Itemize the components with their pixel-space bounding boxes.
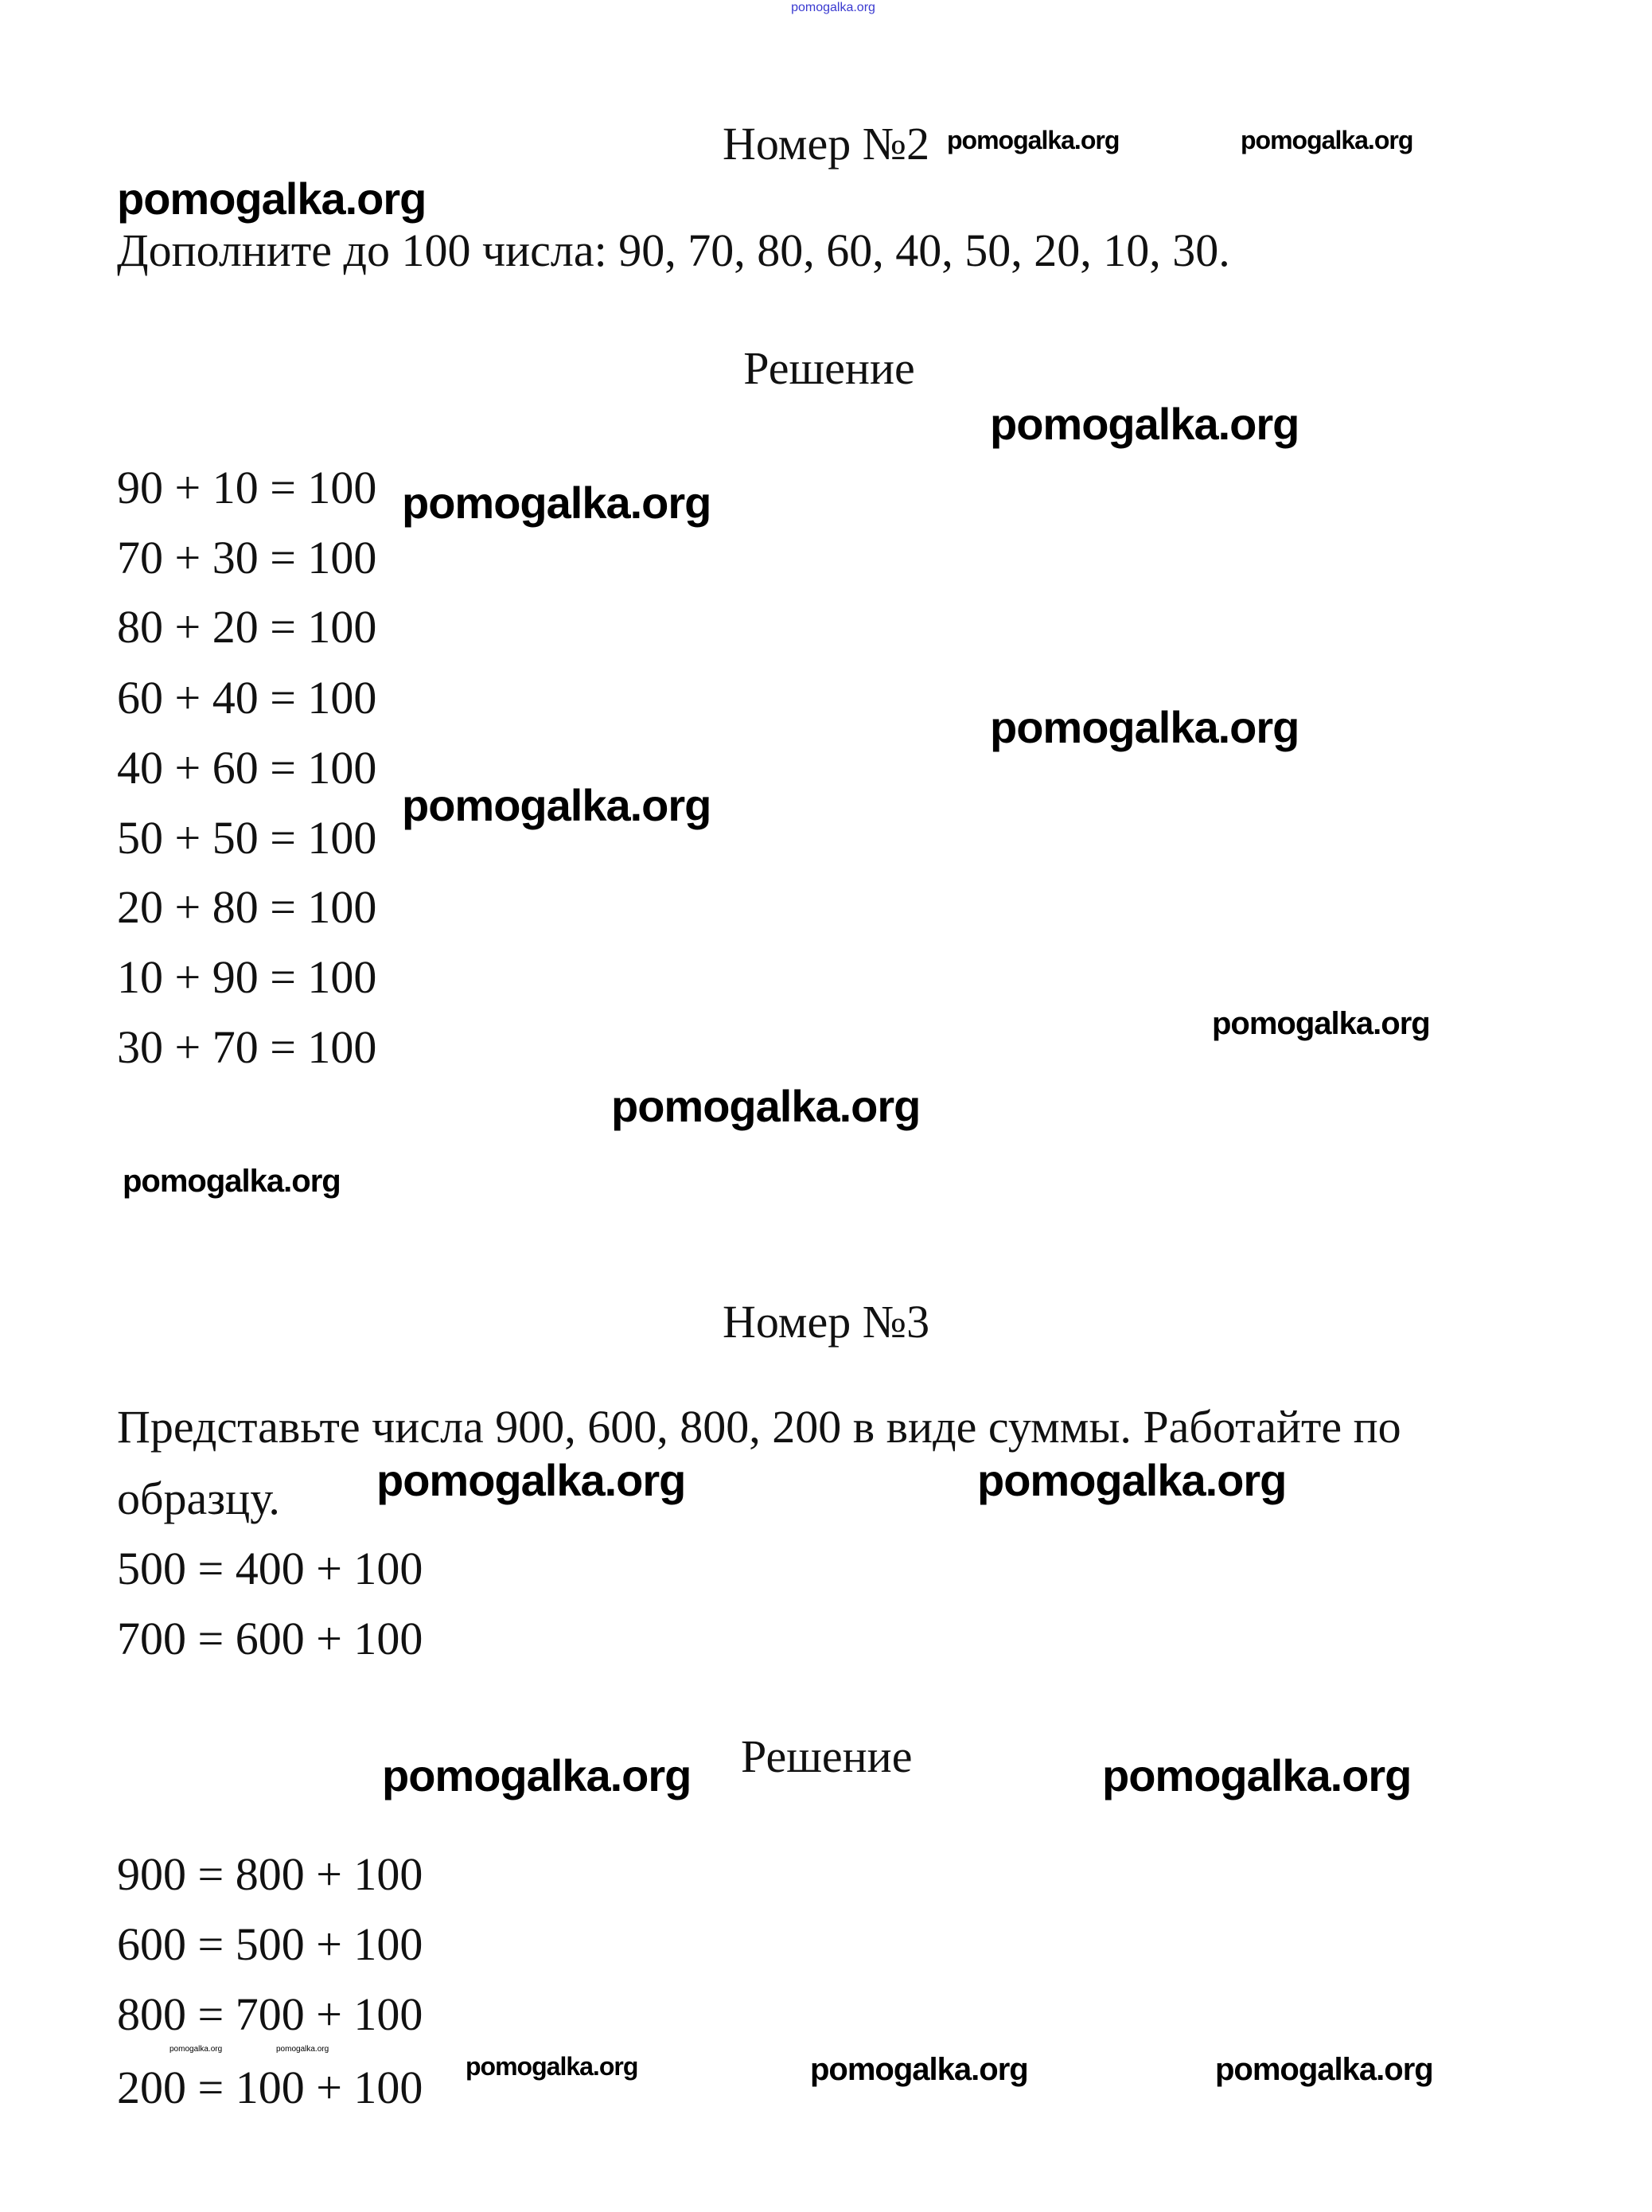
watermark: pomogalka.org bbox=[466, 2052, 638, 2081]
equation: 10 + 90 = 100 bbox=[117, 951, 377, 1003]
watermark: pomogalka.org bbox=[169, 2045, 223, 2054]
watermark: pomogalka.org bbox=[1241, 126, 1413, 154]
equation: 60 + 40 = 100 bbox=[117, 672, 377, 724]
watermark: pomogalka.org bbox=[990, 702, 1299, 752]
task3-solution-label: Решение bbox=[741, 1730, 913, 1782]
watermark: pomogalka.org bbox=[977, 1455, 1287, 1505]
watermark: pomogalka.org bbox=[947, 126, 1120, 154]
watermark: pomogalka.org bbox=[810, 2052, 1028, 2087]
watermark: pomogalka.org bbox=[402, 478, 711, 528]
watermark: pomogalka.org bbox=[382, 1750, 692, 1800]
watermark: pomogalka.org bbox=[990, 399, 1299, 449]
equation: 900 = 800 + 100 bbox=[117, 1848, 423, 1900]
watermark: pomogalka.org bbox=[1215, 2052, 1433, 2087]
equation: 80 + 20 = 100 bbox=[117, 601, 377, 653]
equation: 40 + 60 = 100 bbox=[117, 742, 377, 794]
watermark: pomogalka.org bbox=[276, 2045, 329, 2054]
equation: 70 + 30 = 100 bbox=[117, 532, 377, 583]
watermark: pomogalka.org bbox=[117, 174, 427, 224]
task2-title: Номер №2 bbox=[723, 118, 930, 170]
equation: 90 + 10 = 100 bbox=[117, 462, 377, 513]
equation: 200 = 100 + 100 bbox=[117, 2062, 423, 2113]
equation: 800 = 700 + 100 bbox=[117, 1988, 423, 2040]
equation: 600 = 500 + 100 bbox=[117, 1918, 423, 1970]
task3-prompt-line1: Представьте числа 900, 600, 800, 200 в виде суммы. Работайте по bbox=[117, 1401, 1401, 1453]
example: 700 = 600 + 100 bbox=[117, 1613, 423, 1664]
watermark: pomogalka.org bbox=[1212, 1006, 1430, 1041]
equation: 20 + 80 = 100 bbox=[117, 881, 377, 933]
watermark: pomogalka.org bbox=[402, 780, 711, 830]
task3-prompt-line2: образцу. bbox=[117, 1473, 280, 1524]
watermark: pomogalka.org bbox=[123, 1164, 341, 1199]
watermark: pomogalka.org bbox=[611, 1081, 921, 1131]
task2-prompt: Дополните до 100 числа: 90, 70, 80, 60, 40, 50, 20, 10, 30. bbox=[117, 224, 1230, 276]
equation: 50 + 50 = 100 bbox=[117, 812, 377, 864]
watermark: pomogalka.org bbox=[376, 1455, 686, 1505]
task3-title: Номер №3 bbox=[723, 1296, 930, 1348]
task2-solution-label: Решение bbox=[743, 342, 915, 394]
equation: 30 + 70 = 100 bbox=[117, 1021, 377, 1073]
watermark: pomogalka.org bbox=[1102, 1750, 1412, 1800]
watermark: pomogalka.org bbox=[791, 1, 875, 14]
example: 500 = 400 + 100 bbox=[117, 1543, 423, 1594]
